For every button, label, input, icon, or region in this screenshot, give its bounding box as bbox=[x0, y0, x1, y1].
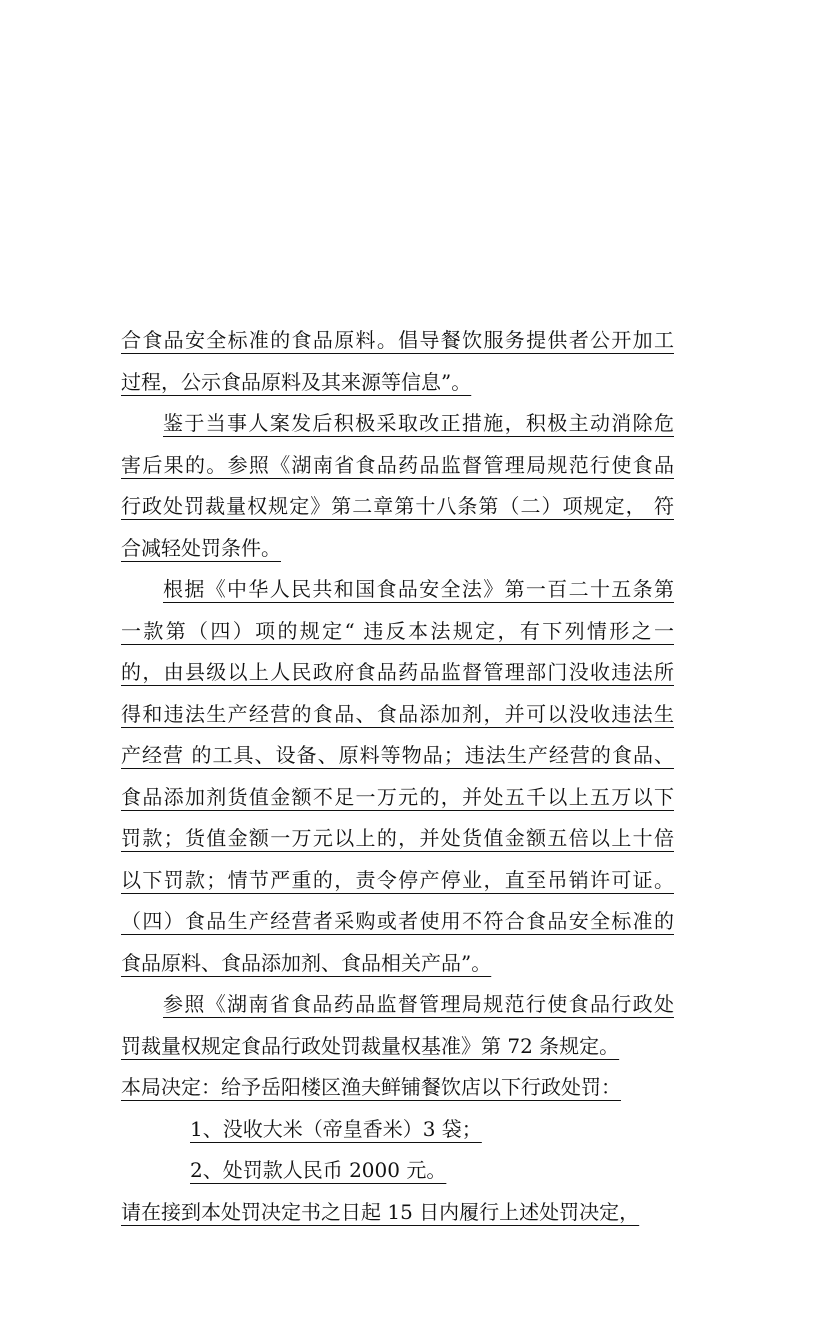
text-line: 害后果的。参照《湖南省食品药品监督管理局规范行使食品 bbox=[121, 453, 674, 477]
text-line: 食品原料、食品添加剂、食品相关产品”。 bbox=[121, 951, 492, 975]
paragraph-first-line: 参照《湖南省食品药品监督管理局规范行使食品行政处 bbox=[163, 992, 674, 1016]
text-line: 产经营 的工具、设备、原料等物品；违法生产经营的食品、 bbox=[121, 743, 674, 767]
paragraph-first-line: 根据《中华人民共和国食品安全法》第一百二十五条第 bbox=[163, 577, 674, 601]
decision-line: 本局决定：给予岳阳楼区渔夫鲜铺餐饮店以下行政处罚： bbox=[121, 1075, 621, 1099]
text-line: 请在接到本处罚决定书之日起 15 日内履行上述处罚决定， bbox=[121, 1200, 640, 1224]
text-line: 合减轻处罚条件。 bbox=[121, 536, 281, 560]
text-line: 得和违法生产经营的食品、食品添加剂，并可以没收违法生 bbox=[121, 702, 674, 726]
text-line: 以下罚款；情节严重的，责令停产停业，直至吊销许可证。 bbox=[121, 868, 674, 892]
text-line: 食品添加剂货值金额不足一万元的，并处五千以上五万以下 bbox=[121, 785, 674, 809]
penalty-item: 2、处罚款人民币 2000 元。 bbox=[190, 1158, 447, 1182]
paragraph-first-line: 鉴于当事人案发后积极采取改正措施，积极主动消除危 bbox=[163, 411, 674, 435]
text-line: 罚款；货值金额一万元以上的，并处货值金额五倍以上十倍 bbox=[121, 826, 674, 850]
text-line: 的，由县级以上人民政府食品药品监督管理部门没收违法所 bbox=[121, 660, 674, 684]
penalty-item: 1、没收大米（帝皇香米）3 袋； bbox=[190, 1117, 482, 1141]
text-line: 行政处罚裁量权规定》第二章第十八条第（二）项规定， 符 bbox=[121, 494, 674, 518]
text-line: 罚裁量权规定食品行政处罚裁量权基准》第 72 条规定。 bbox=[121, 1034, 620, 1058]
text-line: （四）食品生产经营者采购或者使用不符合食品安全标准的 bbox=[121, 909, 674, 933]
text-line: 过程，公示食品原料及其来源等信息”。 bbox=[121, 370, 472, 394]
text-line: 一款第（四）项的规定“ 违反本法规定，有下列情形之一 bbox=[121, 619, 674, 643]
text-line: 合食品安全标准的食品原料。倡导餐饮服务提供者公开加工 bbox=[121, 328, 674, 352]
